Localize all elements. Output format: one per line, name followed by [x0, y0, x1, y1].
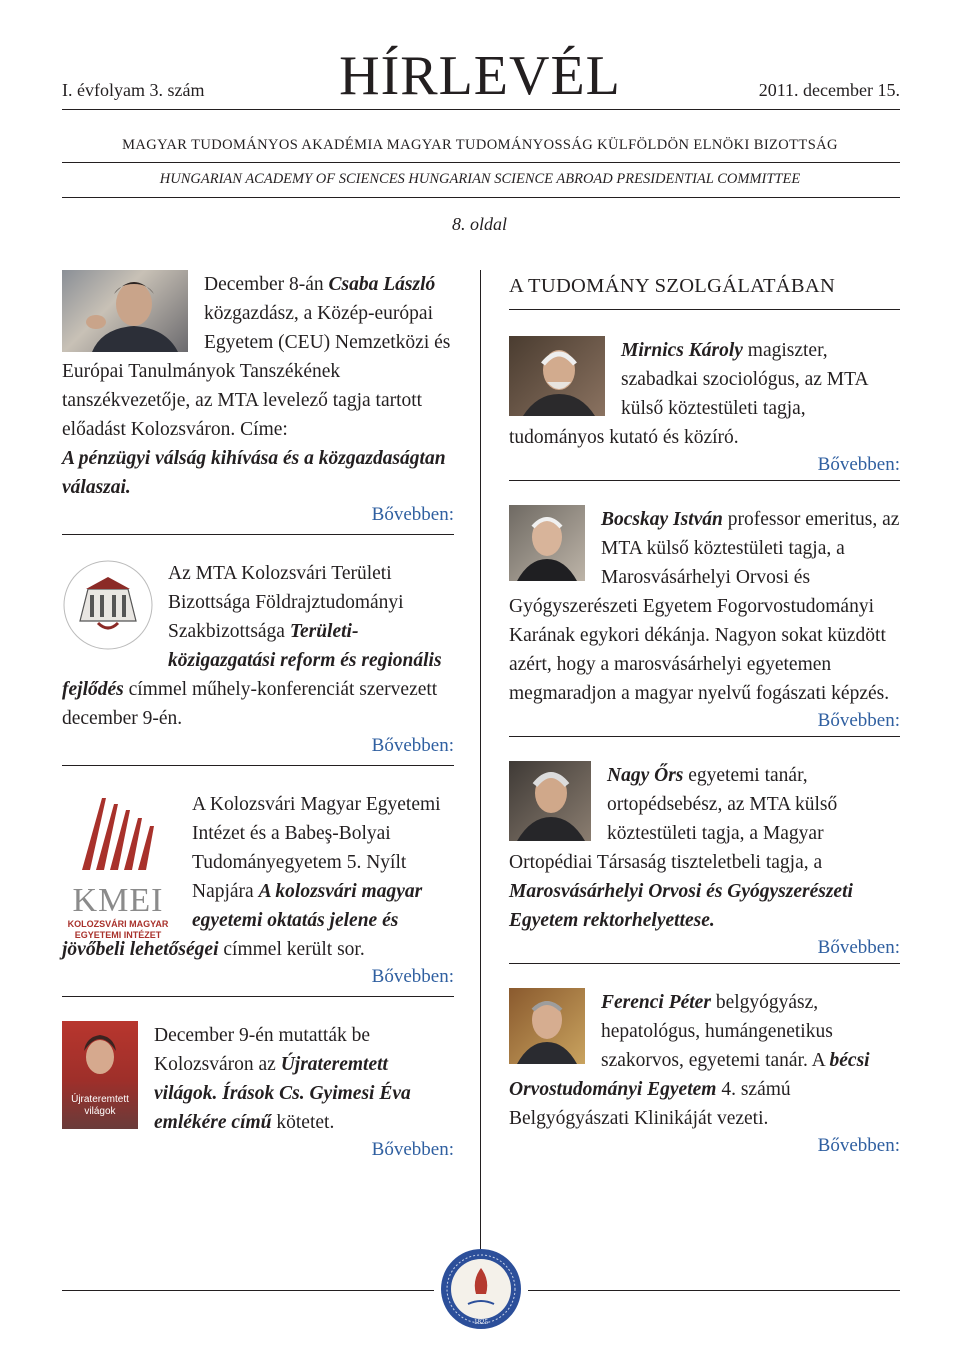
- logo-kmei: [62, 790, 174, 940]
- profile-text: egyetemi tanár, ortopédsebész, az MTA külső köztestületi tagja, a Magyar Ortopédiai Társaság tiszteletbeli tagja, a: [509, 765, 838, 873]
- read-more-link[interactable]: Bővebben:: [817, 454, 900, 475]
- kmei-emblem-icon: [62, 790, 174, 874]
- profile-ferenci-peter: [509, 988, 900, 1159]
- column-divider: [480, 270, 481, 1250]
- person-name: Mirnics Károly: [621, 340, 743, 361]
- divider: [62, 996, 454, 997]
- profile-text: magiszter, szabadkai szociológus, az MTA külső köztestületi tagja, tudományos kutató és közíró.: [509, 340, 868, 448]
- kmei-logo-text: KMEI: [72, 882, 164, 919]
- org-name-hungarian: MAGYAR TUDOMÁNYOS AKADÉMIA MAGYAR TUDOMÁNYOSSÁG KÜLFÖLDÖN ELNÖKI BIZOTTSÁG: [122, 137, 838, 153]
- page-number: 8. oldal: [452, 214, 508, 234]
- portrait-icon: [62, 270, 188, 352]
- institution-name: bécsi Orvostudományi Egyetem: [509, 1050, 870, 1100]
- book-cover-title: Újrateremtett: [71, 1094, 129, 1105]
- read-more-link[interactable]: Bővebben:: [371, 504, 454, 525]
- read-more-link[interactable]: Bővebben:: [371, 1139, 454, 1160]
- photo-bocskay-istvan: [509, 505, 585, 581]
- read-more-link[interactable]: Bővebben:: [817, 1135, 900, 1156]
- article-text: December 9-én mutatták be Kolozsváron az: [154, 1025, 371, 1075]
- article-csaba-laszlo: [62, 270, 454, 528]
- article-text: Az MTA Kolozsvári Területi Bizottsága Földrajztudományi Szakbizottsága: [168, 563, 404, 642]
- masthead-title: HÍRLEVÉL: [339, 45, 621, 107]
- read-more-link[interactable]: Bővebben:: [371, 966, 454, 987]
- read-more-link[interactable]: Bővebben:: [371, 735, 454, 756]
- divider: [509, 736, 900, 737]
- portrait-icon: [509, 988, 585, 1064]
- person-name: Ferenci Péter: [601, 992, 711, 1013]
- conference-title: Területi-közigazgatási reform és regionális fejlődés: [62, 621, 442, 700]
- profile-mirnics-karoly: [509, 336, 900, 478]
- portrait-icon: [509, 336, 605, 416]
- article-kmei: [62, 790, 454, 990]
- profile-text: belgyógyász, hepatológus, humángenetikus szakorvos, egyetemi tanár. A: [601, 992, 833, 1071]
- profile-bocskay-istvan: [509, 505, 900, 734]
- logo-kolozsvari-akademiai-bizottsag: [62, 559, 154, 651]
- section-title: A TUDOMÁNY SZOLGÁLATÁBAN: [509, 275, 836, 297]
- photo-mirnics-karoly: [509, 336, 605, 416]
- portrait-icon: [509, 505, 585, 581]
- divider: [509, 963, 900, 964]
- article-text: címmel került sor.: [218, 939, 365, 960]
- footer-rule-left: [62, 1290, 434, 1291]
- issue-number: I. évfolyam 3. szám: [62, 80, 205, 100]
- photo-nagy-ors: [509, 761, 591, 841]
- person-name: Nagy Őrs: [607, 765, 684, 786]
- header-rule-top: [62, 109, 900, 110]
- footer-rule-right: [528, 1290, 900, 1291]
- divider: [62, 534, 454, 535]
- issue-date: 2011. december 15.: [758, 80, 900, 100]
- profile-text: professor emeritus, az MTA külső köztestületi tagja, a Marosvásárhelyi Orvosi és Gyógyszerészeti Egyetem Fogorvostudományi Karának egykori dékánja. Nagyon sokat küzdött azért, hogy a marosvásárhelyi egyetemen megmaradjon a magyar nyelvű fogászati képzés.: [509, 509, 900, 704]
- seal-year: 1825: [474, 1318, 488, 1326]
- article-text: kötetet.: [271, 1112, 335, 1133]
- portrait-icon: [509, 761, 591, 841]
- article-text: közgazdász, a Közép-európai Egyetem (CEU) Nemzetközi és Európai Tanulmányok Tanszékének tanszékvezetője, az MTA levelező tagja tartott előadást Kolozsváron. Címe:: [62, 303, 451, 440]
- right-column: [509, 272, 900, 1159]
- divider: [62, 765, 454, 766]
- book-portrait-icon: [62, 1021, 138, 1085]
- kmei-logo-subtitle-2: EGYETEMI INTÉZET: [74, 930, 162, 940]
- person-name: Csaba László: [328, 274, 436, 295]
- profile-text: 4. számú Belgyógyászati Klinikáját vezeti.: [509, 1079, 791, 1129]
- kmei-logo-subtitle-1: KOLOZSVÁRI MAGYAR: [67, 919, 169, 929]
- profile-nagy-ors: [509, 761, 900, 961]
- book-cover-subtitle: világok: [84, 1106, 116, 1117]
- photo-ferenci-peter: [509, 988, 585, 1064]
- article-ujrateremtett-vilagok: [62, 1021, 454, 1163]
- person-name: Bocskay István: [601, 509, 723, 530]
- photo-csaba-laszlo: [62, 270, 188, 352]
- lecture-title: A pénzügyi válság kihívása és a közgazdaságtan válaszai.: [62, 448, 446, 498]
- header-rule-middle: [62, 162, 900, 163]
- institution-name: Marosvásárhelyi Orvosi és Gyógyszerészeti Egyetem rektorhelyettese.: [509, 881, 853, 931]
- org-name-english: HUNGARIAN ACADEMY OF SCIENCES HUNGARIAN SCIENCE ABROAD PRESIDENTIAL COMMITTEE: [159, 171, 801, 187]
- article-mta-kolozsvar: [62, 559, 454, 759]
- event-title: A kolozsvári magyar egyetemi oktatás jelene és jövőbeli lehetőségei: [62, 881, 423, 960]
- article-text: címmel műhely-konferenciát szervezett december 9-én.: [62, 679, 438, 729]
- header-rule-bottom: [62, 197, 900, 198]
- read-more-link[interactable]: Bővebben:: [817, 710, 900, 731]
- divider: [509, 309, 900, 310]
- divider: [509, 480, 900, 481]
- article-text: December 8-án: [204, 274, 329, 295]
- book-title: Újrateremtett világok. Írások Cs. Gyimesi Éva emlékére című: [154, 1054, 411, 1133]
- left-column: [62, 270, 454, 1163]
- academy-logo-icon: [62, 559, 154, 651]
- read-more-link[interactable]: Bővebben:: [817, 937, 900, 958]
- book-cover: [62, 1021, 138, 1129]
- academy-seal-icon: [440, 1248, 522, 1330]
- article-text: A Kolozsvári Magyar Egyetemi Intézet és a Babeş-Bolyai Tudományegyetem 5. Nyílt Napjára: [192, 794, 441, 902]
